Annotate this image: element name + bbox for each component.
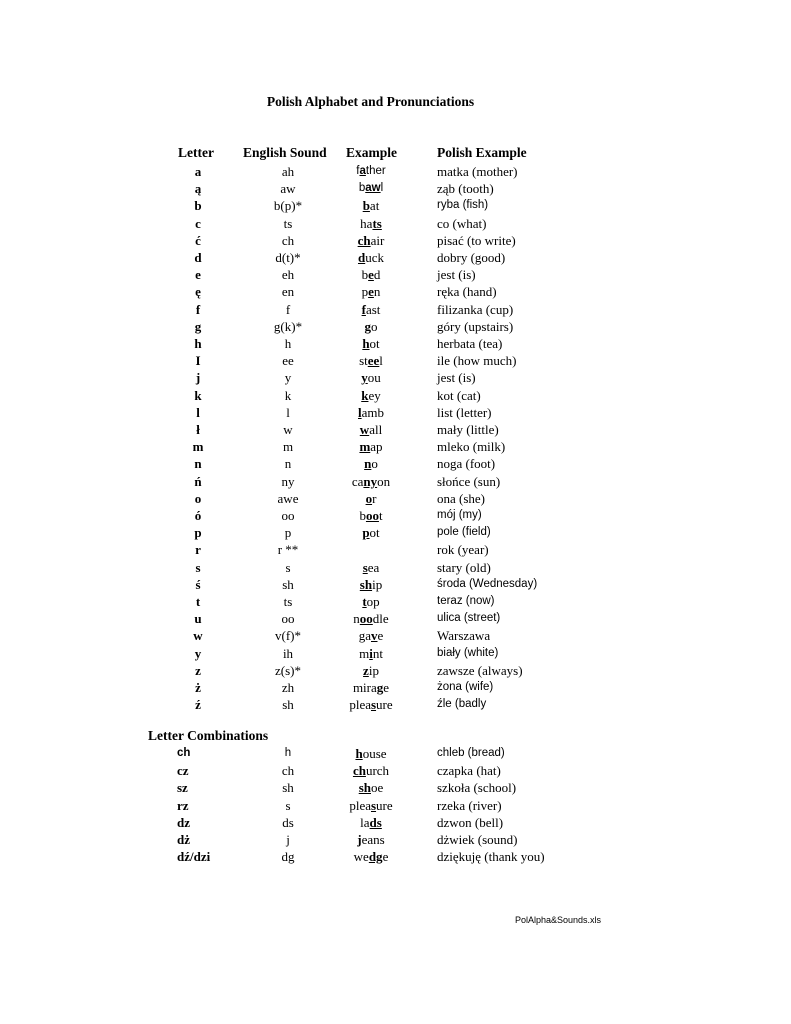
polish-example-cell: kot (cat) — [437, 387, 481, 403]
english-sound-cell: sh — [282, 780, 294, 796]
example-word-cell — [331, 163, 411, 180]
example-highlight: o — [365, 490, 373, 506]
letter-cell: dż — [177, 832, 190, 847]
example-suffix: nt — [372, 645, 383, 661]
page-title: Polish Alphabet and Pronunciations — [266, 94, 475, 109]
letter-cell: rz — [177, 797, 189, 813]
example-word-cell — [331, 745, 411, 762]
alphabet-row — [0, 249, 791, 266]
polish-example-cell: mały (little) — [437, 422, 499, 437]
polish-example-cell: chleb (bread) — [437, 747, 505, 759]
example-word-cell — [331, 283, 411, 300]
alphabet-row — [0, 541, 791, 558]
example-highlight: ch — [352, 763, 366, 779]
letter-cell: l — [196, 404, 200, 420]
letter-cell: ń — [194, 473, 202, 489]
alphabet-row — [0, 180, 791, 197]
example-word-cell — [331, 662, 411, 679]
letter-cell: j — [195, 370, 201, 386]
english-sound-cell: z(s)* — [275, 662, 301, 678]
example-suffix: uck — [365, 250, 384, 265]
alphabet-row — [0, 524, 791, 541]
letter-cell: ź — [195, 697, 201, 713]
polish-example-cell: rok (year) — [437, 542, 489, 558]
polish-example-cell: matka (mother) — [437, 164, 518, 179]
example-word-cell — [331, 627, 411, 644]
letter-cell: o — [194, 490, 202, 506]
english-sound-cell: awe — [277, 490, 299, 506]
alphabet-row — [0, 421, 791, 438]
alphabet-row — [0, 490, 791, 507]
example-highlight: sh — [358, 780, 371, 796]
example-suffix: air — [370, 232, 385, 248]
letter-cell: c — [195, 215, 201, 231]
example-suffix: ure — [376, 697, 393, 713]
english-sound-cell: j — [286, 832, 290, 847]
combination-row — [0, 762, 791, 779]
english-sound-cell: s — [285, 559, 291, 575]
english-sound-cell: ee — [282, 353, 294, 369]
english-sound-cell: ts — [283, 215, 293, 231]
example-highlight: h — [355, 746, 363, 761]
example-prefix: ca — [351, 473, 364, 489]
english-sound-cell: en — [281, 284, 295, 300]
letter-cell: k — [194, 387, 202, 403]
example-prefix: ha — [360, 215, 373, 231]
alphabet-row — [0, 662, 791, 679]
polish-example-cell: szkoła (school) — [437, 780, 517, 796]
example-prefix: n — [353, 611, 360, 627]
polish-example-cell: Warszawa — [437, 628, 491, 644]
example-prefix: f — [356, 165, 360, 177]
polish-example-cell: ulica (street) — [437, 612, 501, 625]
example-highlight: oo — [365, 508, 379, 523]
example-highlight: s — [370, 797, 377, 813]
example-suffix: l — [379, 353, 383, 369]
polish-example-cell: noga (foot) — [437, 456, 496, 472]
polish-example-cell: ryba (fish) — [437, 199, 489, 212]
letter-cell: y — [194, 645, 202, 661]
alphabet-row — [0, 696, 791, 713]
polish-example-cell: dziękuję (thank you) — [437, 849, 545, 865]
letter-cell: dz — [177, 814, 190, 830]
example-word-cell — [331, 797, 411, 814]
alphabet-row — [0, 352, 791, 369]
example-suffix: ou — [367, 370, 381, 386]
example-prefix: p — [361, 284, 369, 300]
polish-example-cell: dżwiek (sound) — [437, 832, 518, 847]
example-suffix: ot — [369, 336, 380, 351]
letter-cell: cz — [177, 763, 189, 779]
alphabet-row — [0, 610, 791, 627]
example-word-cell — [331, 679, 411, 696]
english-sound-cell: eh — [281, 267, 295, 283]
example-word-cell — [331, 387, 411, 404]
english-sound-cell: sh — [282, 697, 294, 713]
example-suffix: ot — [369, 525, 380, 541]
polish-example-cell: jest (is) — [437, 267, 476, 283]
polish-example-cell: list (letter) — [437, 404, 492, 420]
example-word-cell — [331, 831, 411, 848]
english-sound-cell: oo — [281, 508, 295, 523]
example-suffix: amb — [361, 404, 384, 420]
example-prefix: b — [358, 182, 366, 195]
example-suffix: all — [369, 422, 383, 437]
letter-cell: m — [192, 439, 204, 455]
example-suffix: ouse — [362, 746, 387, 761]
polish-example-cell: dobry (good) — [437, 250, 506, 265]
example-word-cell — [331, 197, 411, 214]
polish-example-cell: ręka (hand) — [437, 284, 497, 300]
example-word-cell — [331, 576, 411, 593]
english-sound-cell: h — [284, 747, 292, 759]
letter-cell: z — [195, 662, 201, 678]
english-sound-cell: y — [284, 370, 292, 386]
alphabet-row — [0, 369, 791, 386]
combinations-heading: Letter Combinations — [148, 728, 269, 743]
letter-cell: ś — [195, 576, 201, 592]
alphabet-row — [0, 404, 791, 421]
polish-example-cell: jest (is) — [437, 370, 476, 386]
example-suffix: ure — [376, 797, 393, 813]
polish-example-cell: czapka (hat) — [437, 763, 501, 779]
header-polish-example: Polish Example — [437, 145, 527, 160]
english-sound-cell: r ** — [277, 542, 299, 558]
example-highlight: g — [364, 318, 371, 334]
example-suffix: ip — [372, 576, 383, 592]
example-highlight: m — [359, 439, 371, 455]
example-word-cell — [331, 507, 411, 524]
example-suffix: t — [378, 508, 383, 523]
alphabet-row — [0, 593, 791, 610]
example-highlight: t — [362, 594, 367, 609]
example-suffix: e — [377, 628, 384, 644]
alphabet-row — [0, 627, 791, 644]
letter-cell: ch — [177, 747, 191, 759]
example-word-cell — [331, 180, 411, 197]
polish-example-cell: dzwon (bell) — [437, 814, 504, 830]
english-sound-cell: v(f)* — [275, 628, 301, 644]
example-word-cell — [331, 438, 411, 455]
example-highlight: e — [368, 284, 374, 300]
polish-example-cell: góry (upstairs) — [437, 318, 514, 334]
polish-example-cell: środa (Wednesday) — [437, 577, 538, 590]
alphabet-row — [0, 645, 791, 662]
example-suffix: urch — [365, 763, 390, 779]
example-highlight: dg — [368, 849, 383, 865]
header-letter: Letter — [178, 145, 214, 160]
letter-cell: sz — [177, 780, 188, 796]
example-highlight: a — [359, 165, 366, 177]
letter-cell: ę — [195, 284, 201, 300]
example-highlight: b — [362, 198, 370, 214]
example-suffix: l — [380, 182, 384, 195]
alphabet-row — [0, 335, 791, 352]
letter-cell: I — [195, 353, 201, 369]
example-highlight: aw — [365, 182, 381, 195]
example-prefix: ga — [358, 628, 371, 644]
letter-cell: h — [194, 336, 202, 351]
example-highlight: v — [371, 628, 378, 644]
combination-row — [0, 848, 791, 865]
example-highlight: ee — [367, 353, 380, 369]
letter-cell: d — [194, 250, 202, 265]
example-prefix: m — [359, 645, 370, 661]
english-sound-cell: p — [284, 525, 292, 541]
example-word-cell — [331, 473, 411, 490]
english-sound-cell: h — [284, 336, 292, 351]
english-sound-cell: ny — [281, 473, 295, 489]
example-word-cell — [331, 335, 411, 352]
example-prefix: la — [360, 814, 370, 830]
example-prefix: plea — [349, 697, 371, 713]
alphabet-row — [0, 679, 791, 696]
example-highlight: g — [376, 680, 384, 695]
example-suffix: o — [371, 318, 378, 334]
example-suffix: eans — [361, 832, 385, 847]
example-word-cell — [331, 352, 411, 369]
combination-row — [0, 831, 791, 848]
example-word-cell — [331, 266, 411, 283]
example-word-cell — [331, 610, 411, 627]
polish-example-cell: stary (old) — [437, 559, 491, 575]
letter-cell: ć — [195, 232, 201, 248]
letter-cell: dź/dzi — [177, 849, 211, 865]
polish-example-cell: mleko (milk) — [437, 439, 506, 455]
english-sound-cell: dg — [281, 849, 295, 865]
polish-example-cell: teraz (now) — [437, 595, 495, 607]
letter-cell: ż — [195, 680, 201, 695]
example-suffix: op — [366, 594, 380, 609]
example-suffix: ey — [368, 387, 381, 403]
example-prefix: mira — [352, 680, 377, 695]
letter-cell: a — [194, 164, 202, 179]
example-highlight: n — [364, 456, 372, 472]
polish-example-cell: herbata (tea) — [437, 336, 503, 351]
letter-cell: f — [195, 301, 201, 317]
alphabet-row — [0, 559, 791, 576]
alphabet-row — [0, 266, 791, 283]
example-suffix: e — [383, 680, 390, 695]
alphabet-row — [0, 215, 791, 232]
example-suffix: ea — [367, 559, 380, 575]
english-sound-cell: aw — [280, 181, 296, 197]
example-word-cell — [331, 318, 411, 335]
example-highlight: i — [369, 645, 373, 661]
example-word-cell — [331, 369, 411, 386]
example-highlight: ch — [357, 232, 371, 248]
polish-example-cell: żona (wife) — [437, 681, 494, 693]
letter-cell: u — [194, 611, 202, 627]
letter-cell: g — [194, 318, 202, 334]
english-sound-cell: zh — [281, 680, 295, 695]
alphabet-row — [0, 283, 791, 300]
alphabet-row — [0, 438, 791, 455]
example-suffix: dle — [372, 611, 389, 627]
example-prefix: we — [353, 849, 369, 865]
english-sound-cell: ds — [282, 814, 294, 830]
polish-example-cell: biały (white) — [437, 646, 499, 659]
example-suffix: n — [373, 284, 381, 300]
english-sound-cell: oo — [281, 611, 295, 627]
example-highlight: w — [359, 422, 370, 437]
example-highlight: d — [357, 250, 366, 265]
polish-example-cell: ona (she) — [437, 490, 486, 506]
alphabet-row — [0, 507, 791, 524]
example-highlight: j — [357, 832, 362, 847]
example-word-cell — [331, 814, 411, 831]
letter-cell: e — [195, 267, 201, 283]
alphabet-row — [0, 455, 791, 472]
example-highlight: f — [361, 301, 366, 317]
example-highlight: ds — [369, 814, 382, 830]
letter-cell: r — [195, 542, 201, 558]
example-prefix: plea — [349, 797, 371, 813]
letter-cell: w — [193, 628, 203, 644]
example-word-cell — [331, 762, 411, 779]
example-highlight: s — [362, 559, 368, 575]
example-prefix: st — [359, 353, 368, 369]
english-sound-cell: w — [283, 422, 293, 437]
letter-cell: n — [194, 456, 202, 472]
english-sound-cell: g(k)* — [273, 318, 303, 334]
combination-row — [0, 814, 791, 831]
example-highlight: l — [357, 404, 362, 420]
polish-example-cell: rzeka (river) — [437, 797, 502, 813]
example-word-cell — [331, 779, 411, 796]
letter-cell: b — [194, 198, 202, 214]
alphabet-row — [0, 387, 791, 404]
english-sound-cell: s — [285, 797, 291, 813]
example-highlight: z — [363, 662, 369, 678]
example-suffix: ap — [370, 439, 383, 455]
example-word-cell — [331, 421, 411, 438]
example-highlight: sh — [359, 576, 373, 592]
example-suffix: o — [371, 456, 378, 472]
combination-row — [0, 779, 791, 796]
alphabet-row — [0, 163, 791, 180]
polish-example-cell: pisać (to write) — [437, 232, 516, 248]
example-word-cell — [331, 249, 411, 266]
file-name-footer: PolAlpha&Sounds.xls — [515, 915, 602, 925]
example-word-cell — [331, 645, 411, 662]
example-highlight: p — [362, 525, 370, 541]
polish-example-cell: co (what) — [437, 215, 487, 231]
english-sound-cell: b(p)* — [273, 198, 303, 214]
example-highlight: h — [362, 336, 370, 351]
example-suffix: d — [373, 267, 381, 283]
example-suffix: oe — [371, 780, 384, 796]
example-word-cell — [331, 490, 411, 507]
english-sound-cell: ch — [281, 232, 295, 248]
alphabet-row — [0, 318, 791, 335]
english-sound-cell: ch — [281, 763, 295, 779]
polish-example-cell: ząb (tooth) — [437, 181, 494, 197]
alphabet-row — [0, 473, 791, 490]
letter-cell: s — [195, 559, 201, 575]
example-suffix: ip — [368, 662, 379, 678]
example-word-cell — [331, 559, 411, 576]
example-highlight: s — [370, 697, 377, 713]
polish-example-cell: mój (my) — [437, 509, 482, 521]
polish-example-cell: źle (badly — [437, 698, 487, 711]
example-suffix: on — [377, 473, 391, 489]
english-sound-cell: k — [284, 387, 292, 403]
polish-example-cell: pole (field) — [437, 526, 491, 539]
example-suffix: ast — [365, 301, 381, 317]
polish-example-cell: zawsze (always) — [437, 662, 523, 678]
example-highlight: ts — [372, 215, 382, 231]
example-highlight: k — [361, 387, 369, 403]
example-prefix: b — [359, 508, 366, 523]
example-suffix: e — [382, 849, 389, 865]
example-word-cell — [331, 301, 411, 318]
alphabet-row — [0, 232, 791, 249]
english-sound-cell: d(t)* — [275, 250, 301, 265]
english-sound-cell: f — [285, 301, 291, 317]
english-sound-cell: ts — [283, 594, 293, 609]
example-highlight: oo — [359, 611, 373, 627]
example-word-cell — [331, 455, 411, 472]
alphabet-row — [0, 301, 791, 318]
example-highlight: ny — [363, 473, 378, 489]
english-sound-cell: l — [286, 404, 290, 420]
example-word-cell — [331, 593, 411, 610]
example-suffix: at — [369, 198, 380, 214]
polish-example-cell: filizanka (cup) — [437, 301, 514, 317]
example-highlight: e — [368, 267, 374, 283]
alphabet-row — [0, 197, 791, 214]
english-sound-cell: ah — [281, 164, 295, 179]
combination-row — [0, 745, 791, 762]
example-highlight: y — [361, 370, 368, 386]
example-prefix: b — [361, 267, 369, 283]
header-english-sound: English Sound — [243, 145, 327, 160]
example-suffix: ther — [365, 165, 386, 177]
english-sound-cell: ih — [282, 645, 294, 661]
english-sound-cell: sh — [282, 576, 294, 592]
english-sound-cell: n — [284, 456, 292, 472]
english-sound-cell: m — [282, 439, 294, 455]
letter-cell: ł — [196, 422, 200, 437]
header-example: Example — [346, 145, 398, 160]
example-word-cell — [331, 524, 411, 541]
alphabet-row — [0, 576, 791, 593]
combination-row — [0, 797, 791, 814]
example-word-cell — [331, 696, 411, 713]
polish-example-cell: słońce (sun) — [437, 473, 501, 489]
letter-cell: t — [195, 594, 201, 609]
example-word-cell — [331, 848, 411, 865]
example-word-cell — [331, 404, 411, 421]
example-word-cell — [331, 215, 411, 232]
example-word-cell — [331, 232, 411, 249]
example-suffix: r — [372, 490, 377, 506]
letter-cell: ó — [194, 508, 202, 523]
polish-example-cell: ile (how much) — [437, 353, 517, 369]
letter-cell: ą — [194, 181, 202, 197]
letter-cell: p — [194, 525, 202, 541]
